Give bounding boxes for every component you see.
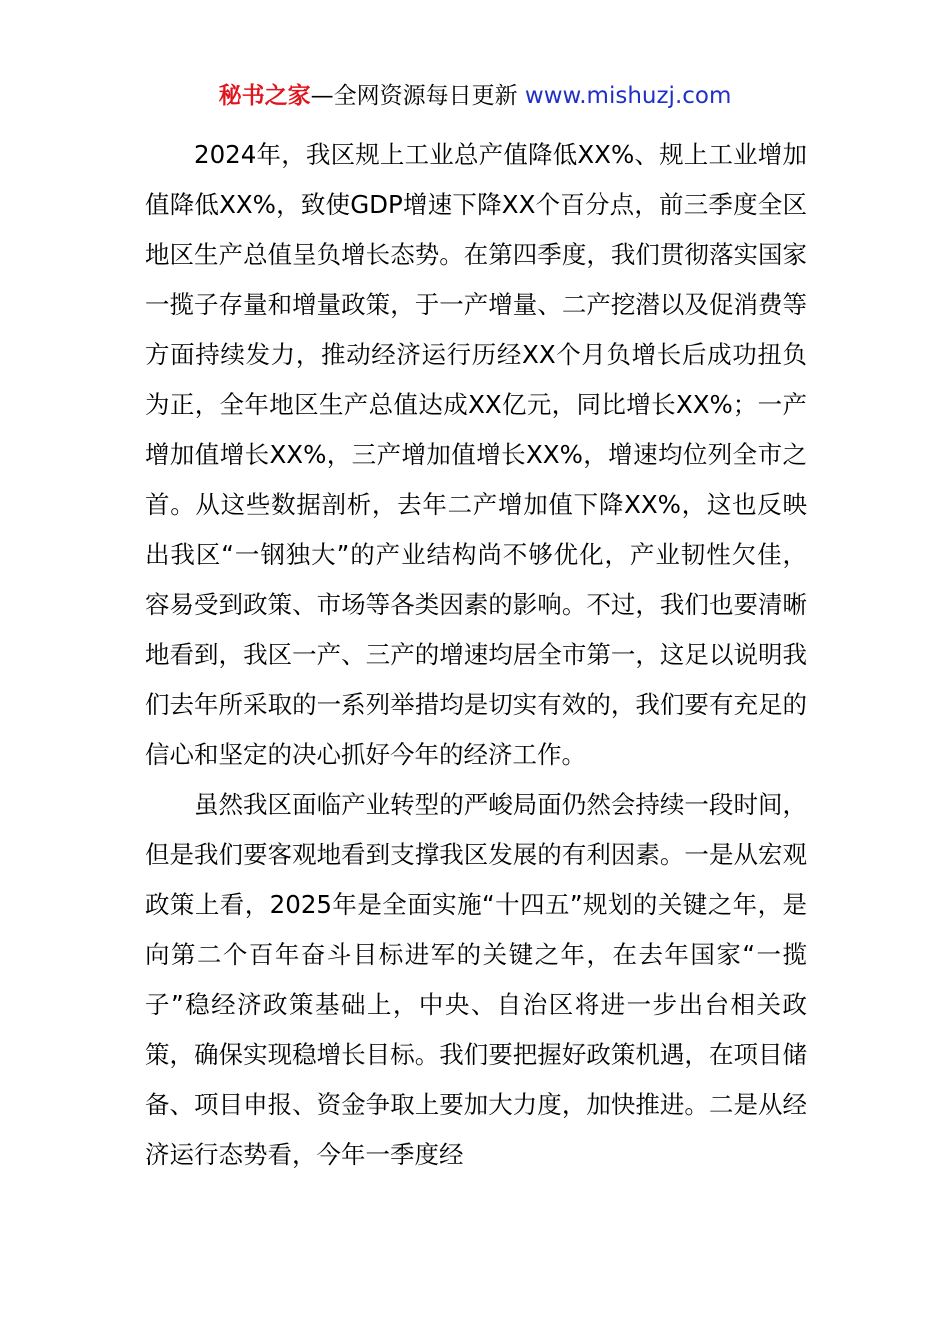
document-body — [145, 130, 807, 1180]
site-header — [0, 80, 950, 112]
site-brand: 秘书之家 — [218, 83, 311, 109]
site-tagline: —全网资源每日更新 — [310, 83, 518, 109]
paragraph-1: 2024年，我区规上工业总产值降低XX%、规上工业增加值降低XX%，致使GDP增速下降XX个百分点，前三季度全区地区生产总值呈负增长态势。在第四季度，我们贯彻落实国家一揽子存量和增量政策，于一产增量、二产挖潜以及促消费等方面持续发力，推动经济运行历经XX个月负增长后成功扭负为正，全年地区生产总值达成XX亿元，同比增长XX%；一产增加值增长XX%，三产增加值增长XX%，增速均位列全市之首。从这些数据剖析，去年二产增加值下降XX%，这也反映出我区“一钢独大”的产业结构尚不够优化，产业韧性欠佳，容易受到政策、市场等各类因素的影响。不过，我们也要清晰地看到，我区一产、三产的增速均居全市第一，这足以说明我们去年所采取的一系列举措均是切实有效的，我们要有充足的信心和坚定的决心抓好今年的经济工作。 — [145, 140, 807, 769]
paragraph-2: 虽然我区面临产业转型的严峻局面仍然会持续一段时间，但是我们要客观地看到支撑我区发展的有利因素。一是从宏观政策上看，2025年是全面实施“十四五”规划的关键之年，是向第二个百年奋斗目标进军的关键之年，在去年国家“一揽子”稳经济政策基础上，中央、自治区将进一步出台相关政策，确保实现稳增长目标。我们要把握好政策机遇，在项目储备、项目申报、资金争取上要加大力度，加快推进。二是从经济运行态势看，今年一季度经 — [145, 790, 807, 1169]
site-url-link[interactable]: www.mishuzj.com — [524, 83, 732, 109]
